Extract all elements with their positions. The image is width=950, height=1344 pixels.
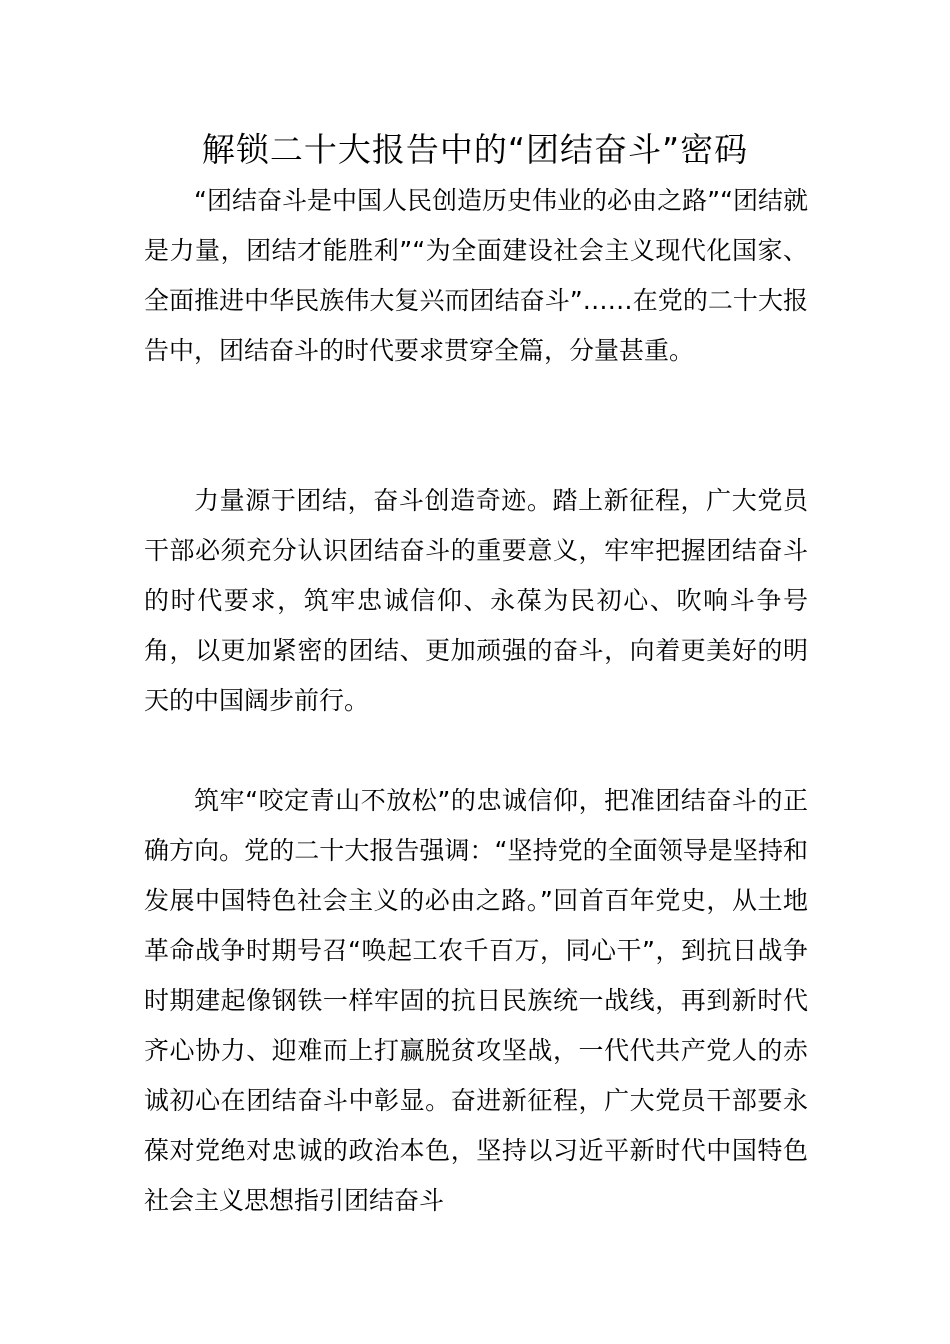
paragraph-1: “团结奋斗是中国人民创造历史伟业的必由之路”“团结就是力量，团结才能胜利”“为全面建设社会主义现代化国家、全面推进中华民族伟大复兴而团结奋斗”……在党的二十大报告中，团结奋斗的时代要求贯穿全篇，分量甚重。 <box>144 186 808 365</box>
paragraph-2: 力量源于团结，奋斗创造奇迹。踏上新征程，广大党员干部必须充分认识团结奋斗的重要意义，牢牢把握团结奋斗的时代要求，筑牢忠诚信仰、永葆为民初心、吹响斗争号角，以更加紧密的团结、更加顽强的奋斗，向着更美好的明天的中国阔步前行。 <box>144 486 808 715</box>
document-title: 解锁二十大报告中的“团结奋斗”密码 <box>201 130 749 169</box>
paragraph-3: 筑牢“咬定青山不放松”的忠诚信仰，把准团结奋斗的正确方向。党的二十大报告强调：“坚持党的全面领导是坚持和发展中国特色社会主义的必由之路。”回首百年党史，从土地革命战争时期号召“唤起工农千百万，同心干”，到抗日战争时期建起像钢铁一样牢固的抗日民族统一战线，再到新时代齐心协力、迎难而上打赢脱贫攻坚战，一代代共产党人的赤诚初心在团结奋斗中彰显。奋进新征程，广大党员干部要永葆对党绝对忠诚的政治本色，坚持以习近平新时代中国特色社会主义思想指引团结奋斗 <box>144 786 808 1215</box>
